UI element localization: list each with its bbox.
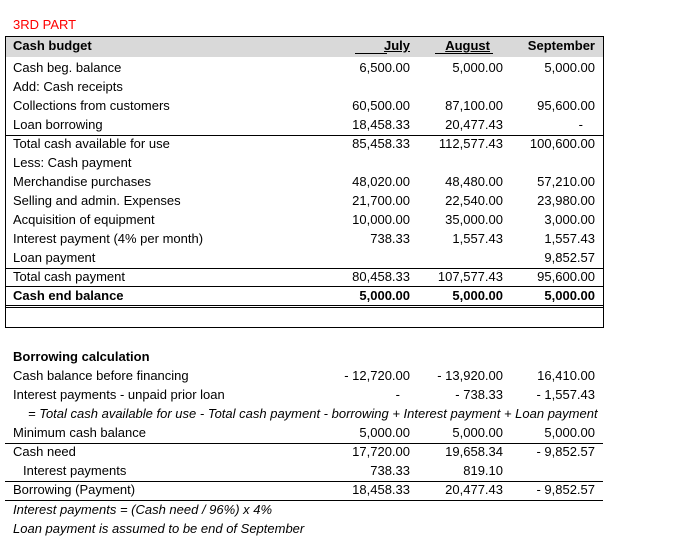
cell: 819.10 xyxy=(463,463,503,478)
cell: 5,000.00 xyxy=(452,60,503,75)
row-label: Cash need xyxy=(13,444,76,459)
cell: - 9,852.57 xyxy=(536,444,595,459)
row-label: Collections from customers xyxy=(13,98,170,113)
cell: 16,410.00 xyxy=(537,368,595,383)
row-label: Total cash payment xyxy=(13,269,126,284)
note: Loan payment is assumed to be end of September xyxy=(13,521,305,536)
cell: 20,477.43 xyxy=(445,117,503,132)
cell: 20,477.43 xyxy=(445,482,503,497)
cell: 22,540.00 xyxy=(445,193,503,208)
cell: 738.33 xyxy=(370,463,410,478)
row-label: Total cash available for use xyxy=(13,136,170,151)
cell: 80,458.33 xyxy=(352,269,410,284)
row-label: Merchandise purchases xyxy=(13,174,152,189)
month-header-september: September xyxy=(527,38,595,53)
cell: - xyxy=(578,117,583,132)
cell: 17,720.00 xyxy=(352,444,410,459)
cell: 95,600.00 xyxy=(537,269,595,284)
row-label: Cash beg. balance xyxy=(13,60,122,75)
cell: - 9,852.57 xyxy=(536,482,595,497)
cell: 95,600.00 xyxy=(537,98,595,113)
cash-budget-title: Cash budget xyxy=(13,38,92,53)
cell: 48,020.00 xyxy=(352,174,410,189)
cell: 60,500.00 xyxy=(352,98,410,113)
cell: 107,577.43 xyxy=(437,269,503,284)
cell: 5,000.00 xyxy=(544,425,595,440)
note: Interest payments = (Cash need / 96%) x 4% xyxy=(13,502,273,517)
cell: 5,000.00 xyxy=(544,60,595,75)
month-header-august: August xyxy=(445,38,490,53)
cell: 738.33 xyxy=(370,231,410,246)
cell: 48,480.00 xyxy=(445,174,503,189)
row-label: Less: Cash payment xyxy=(13,155,132,170)
cell: 5,000.00 xyxy=(452,425,503,440)
formula-note: = Total cash available for use - Total cash payment - borrowing + Interest payment + Loan payment xyxy=(28,406,598,421)
cell: 10,000.00 xyxy=(352,212,410,227)
row-label: Interest payments xyxy=(23,463,127,478)
cell: 87,100.00 xyxy=(445,98,503,113)
row-label: Cash balance before financing xyxy=(13,368,189,383)
cell: 3,000.00 xyxy=(544,212,595,227)
cell: 18,458.33 xyxy=(352,482,410,497)
row-label: Interest payment (4% per month) xyxy=(13,231,204,246)
cell: 5,000.00 xyxy=(544,288,595,303)
cell: 57,210.00 xyxy=(537,174,595,189)
cell: - 738.33 xyxy=(455,387,503,402)
cell: 23,980.00 xyxy=(537,193,595,208)
cell: 5,000.00 xyxy=(359,288,410,303)
row-label: Acquisition of equipment xyxy=(13,212,155,227)
cell: 5,000.00 xyxy=(452,288,503,303)
row-label-cash-end-balance: Cash end balance xyxy=(13,288,124,303)
cell: 18,458.33 xyxy=(352,117,410,132)
row-label: Loan payment xyxy=(13,250,96,265)
cell: 6,500.00 xyxy=(359,60,410,75)
cell: 5,000.00 xyxy=(359,425,410,440)
row-label: Loan borrowing xyxy=(13,117,103,132)
cell: - xyxy=(395,387,400,402)
cell: 1,557.43 xyxy=(544,231,595,246)
row-label: Add: Cash receipts xyxy=(13,79,123,94)
borrowing-title: Borrowing calculation xyxy=(13,349,150,364)
cell: - 13,920.00 xyxy=(437,368,503,383)
cell: 19,658.34 xyxy=(445,444,503,459)
month-header-july: July xyxy=(383,38,410,53)
cell: 9,852.57 xyxy=(544,250,595,265)
row-label: Borrowing (Payment) xyxy=(13,482,136,497)
cell: 85,458.33 xyxy=(352,136,410,151)
row-label: Interest payments - unpaid prior loan xyxy=(13,387,225,402)
cell: 1,557.43 xyxy=(452,231,503,246)
cell: - 1,557.43 xyxy=(536,387,595,402)
cell: - 12,720.00 xyxy=(344,368,410,383)
cell: 100,600.00 xyxy=(529,136,595,151)
cell: 112,577.43 xyxy=(438,136,503,151)
row-label: Minimum cash balance xyxy=(13,425,146,440)
row-label: Selling and admin. Expenses xyxy=(13,193,181,208)
part-title: 3RD PART xyxy=(13,17,77,32)
cell: 21,700.00 xyxy=(352,193,410,208)
cell: 35,000.00 xyxy=(445,212,503,227)
